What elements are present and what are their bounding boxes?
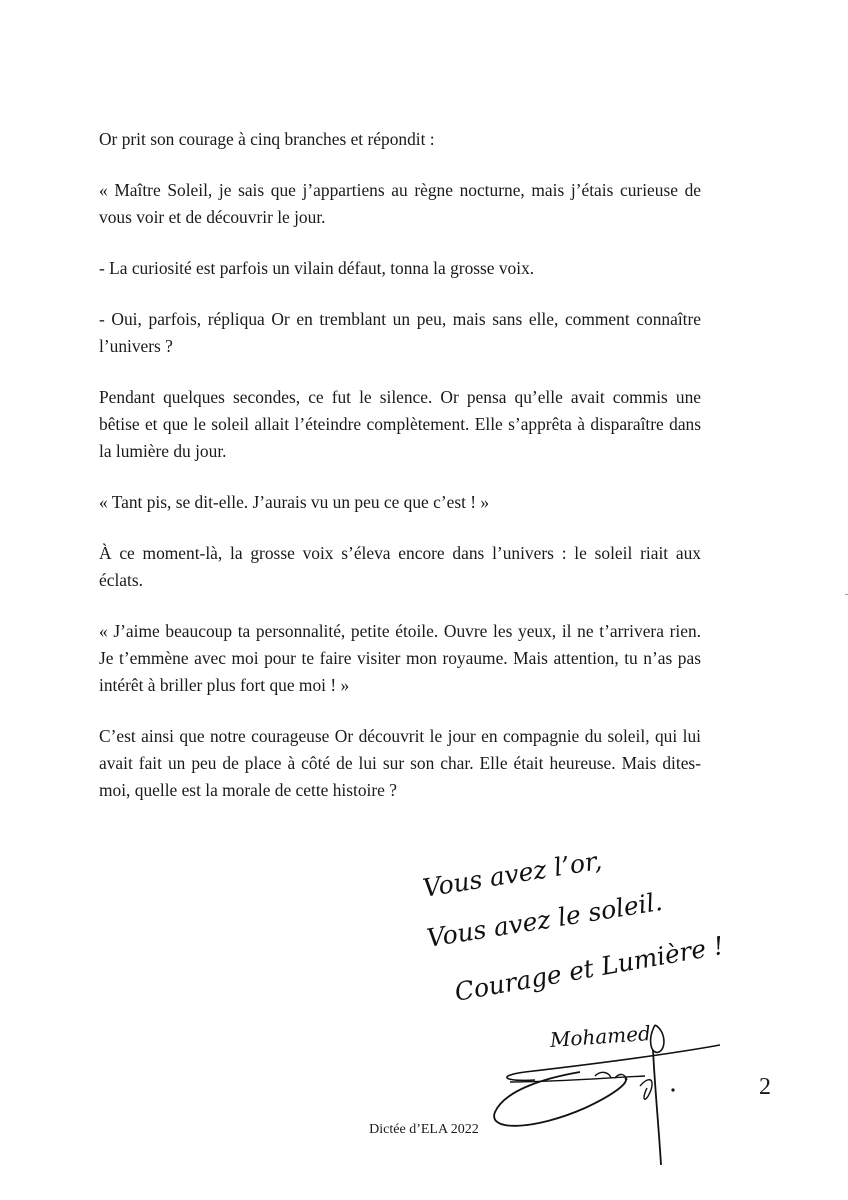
- paragraph-9: C’est ainsi que notre courageuse Or découvrit le jour en compagnie du soleil, qui lui avait fait un peu de place à côté de lui sur son char. Elle était heureuse. Mais dites-moi, quelle est la morale de cette histoire ?: [99, 726, 701, 800]
- paragraph-6: « Tant pis, se dit-elle. J’aurais vu un peu ce que c’est ! »: [99, 492, 490, 512]
- handwritten-line-1: Vous avez l’or,: [420, 845, 604, 903]
- paragraph-4: - Oui, parfois, répliqua Or en tremblant un peu, mais sans elle, comment connaître l’univers ?: [99, 309, 701, 356]
- paragraph-8: « J’aime beaucoup ta personnalité, petite étoile. Ouvre les yeux, il ne t’arrivera rien. Je t’emmène avec moi pour te faire visiter mon royaume. Mais attention, tu n’as pas intérêt à briller plus fort que moi ! »: [99, 621, 701, 695]
- paragraph-2: « Maître Soleil, je sais que j’appartiens au règne nocturne, mais j’étais curieuse de vous voir et de découvrir le jour.: [99, 180, 701, 227]
- page-number: 2: [759, 1074, 771, 1100]
- signature-name: Mohamed: [549, 1020, 652, 1052]
- paragraph-1: Or prit son courage à cinq branches et répondit :: [99, 129, 435, 149]
- paragraph-7: À ce moment-là, la grosse voix s’éleva encore dans l’univers : le soleil riait aux éclats.: [99, 543, 701, 590]
- paragraph-3: - La curiosité est parfois un vilain défaut, tonna la grosse voix.: [99, 258, 535, 278]
- handwritten-line-2: Vous avez le soleil.: [424, 886, 665, 953]
- paragraph-5: Pendant quelques secondes, ce fut le silence. Or pensa qu’elle avait commis une bêtise et que le soleil allait l’éteindre complètement. Elle s’apprêta à disparaître dans la lumière du jour.: [99, 387, 701, 461]
- footer-text: Dictée d’ELA 2022: [369, 1122, 479, 1137]
- story-text: [99, 126, 701, 804]
- handwritten-line-3: Courage et Lumière !: [452, 930, 726, 1007]
